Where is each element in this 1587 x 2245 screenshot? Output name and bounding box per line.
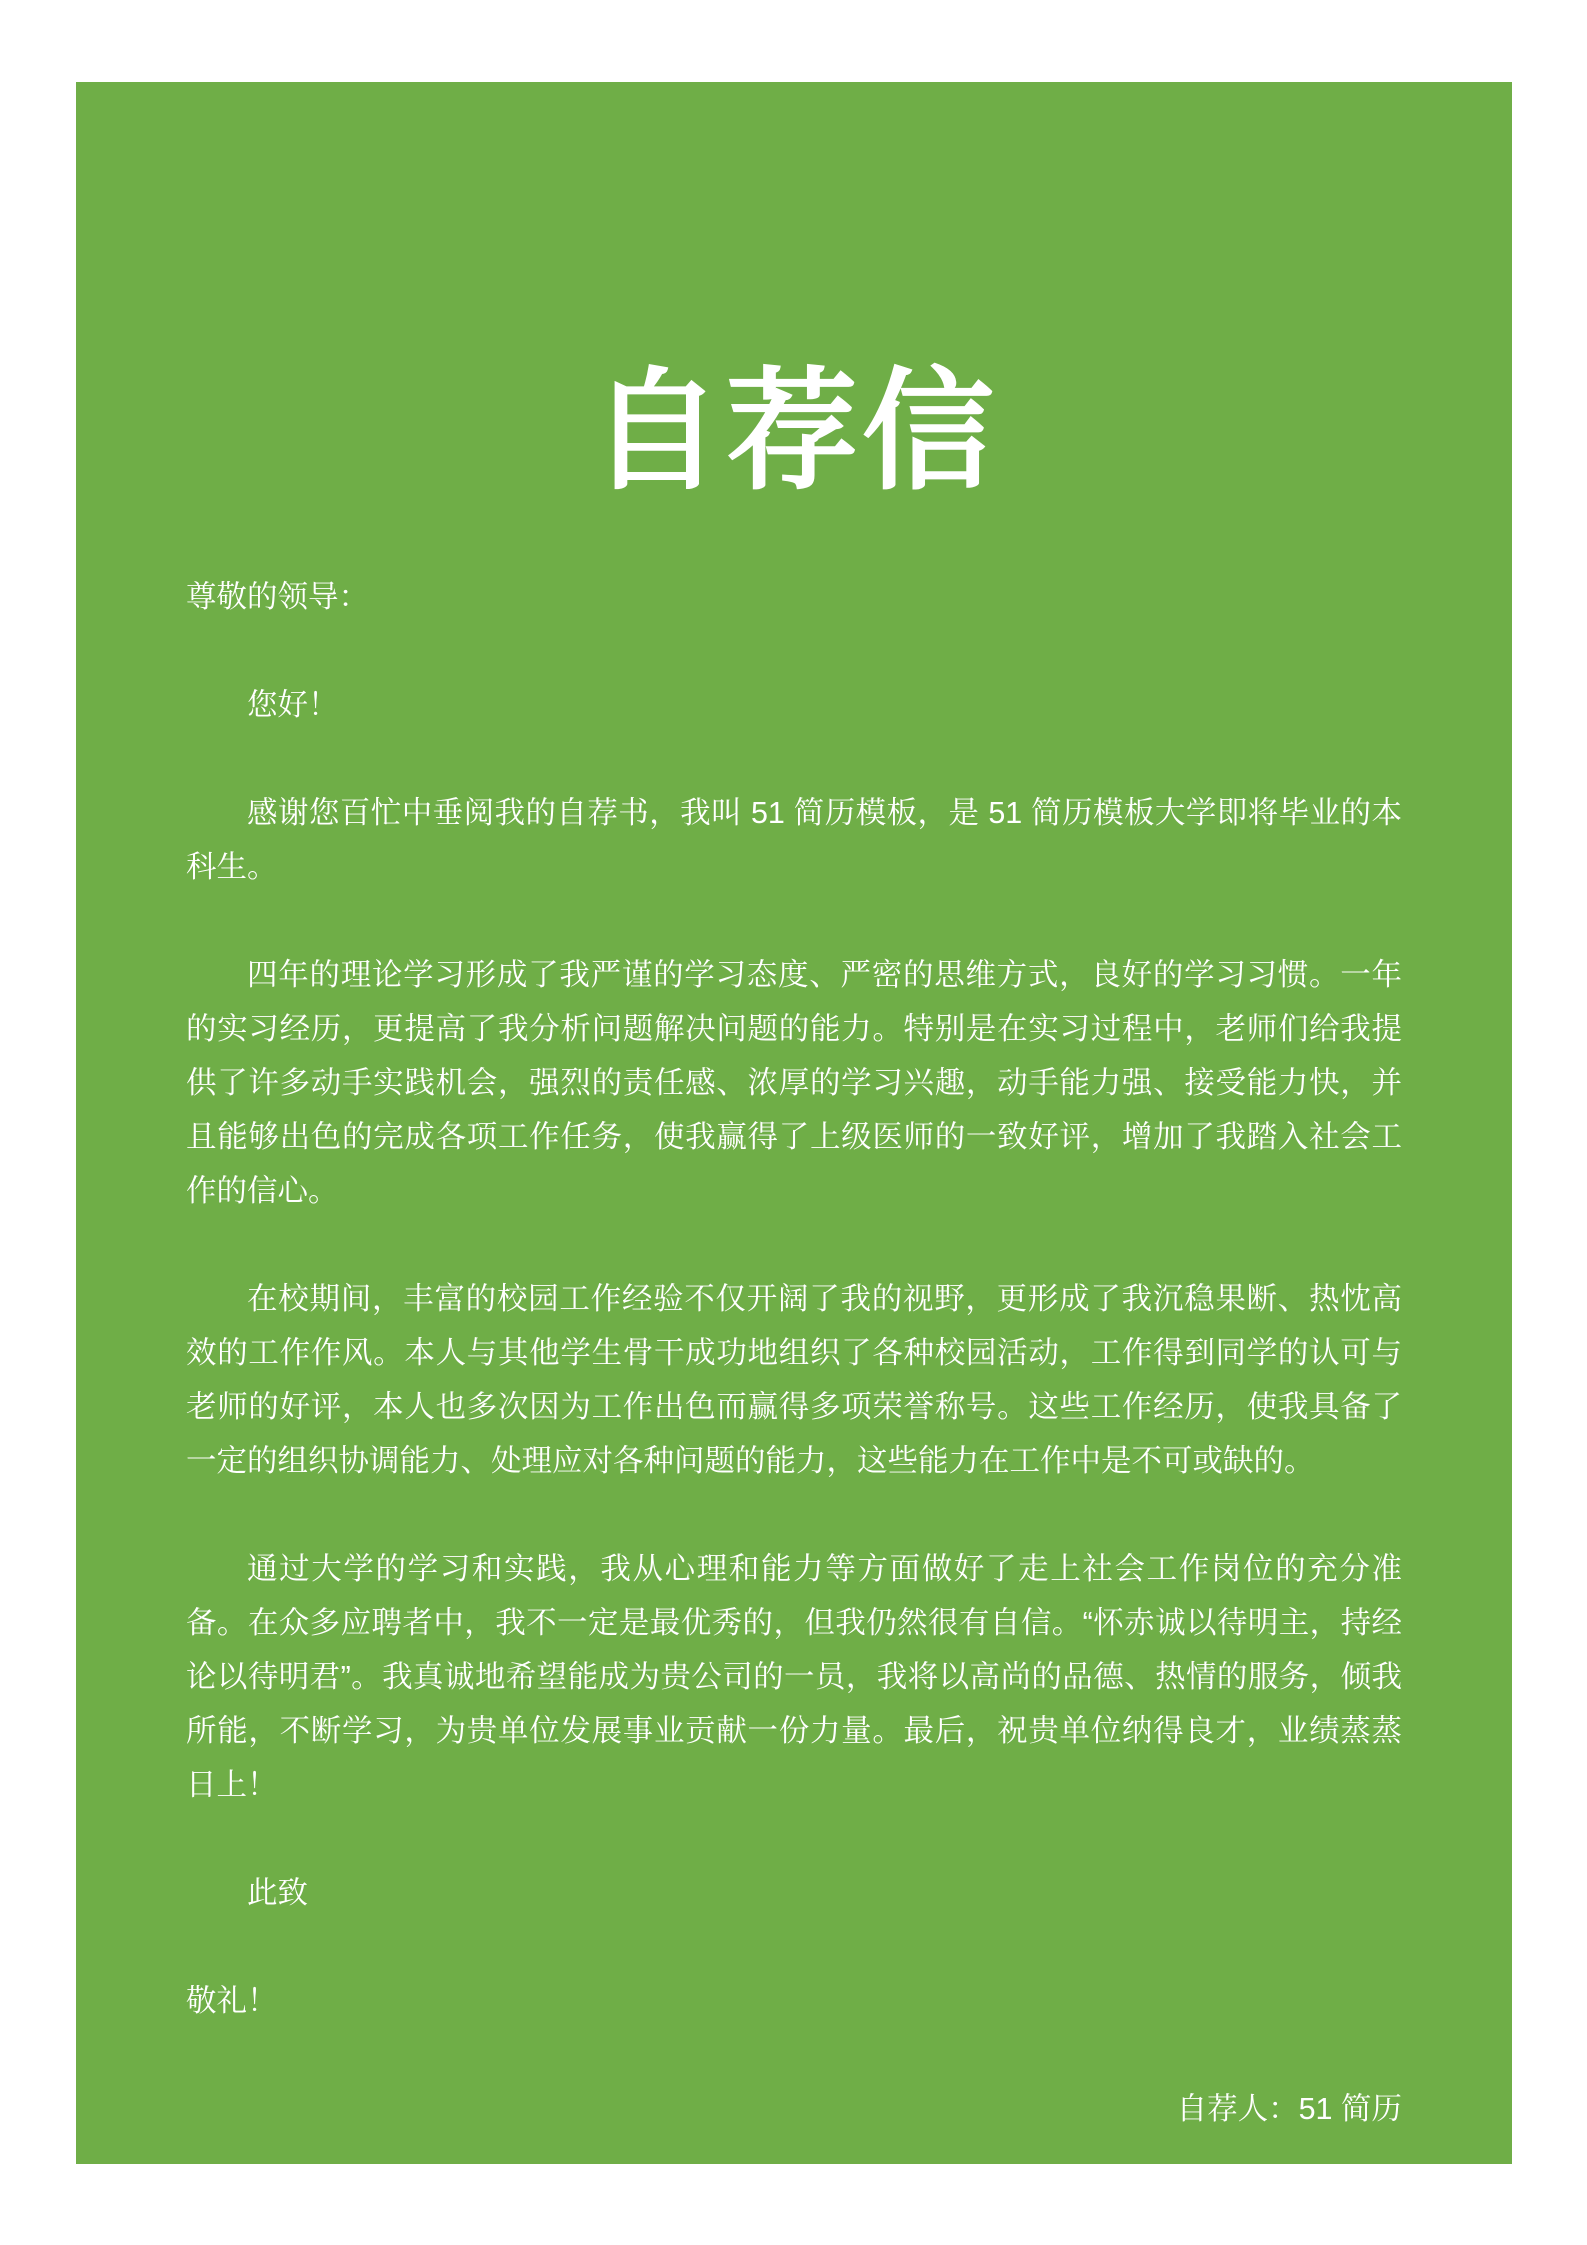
paragraph-4: 通过大学的学习和实践，我从心理和能力等方面做好了走上社会工作岗位的充分准备。在众多应聘者中，我不一定是最优秀的，但我仍然很有自信。“怀赤诚以待明主，持经论以待明君”。我真诚地希望能成为贵公司的一员，我将以高尚的品德、热情的服务，倾我所能，不断学习，为贵单位发展事业贡献一份力量。最后，祝贵单位纳得良才，业绩蒸蒸日上！ [186,1552,1402,1802]
spacer [186,2028,1402,2082]
closing-indented: 此致 [247,1876,308,1910]
spacer [186,1218,1402,1272]
letter-body [186,570,1402,2136]
spacer [186,894,1402,948]
green-background-panel [76,82,1512,2164]
spacer [186,732,1402,786]
paragraph-2: 四年的理论学习形成了我严谨的学习态度、严密的思维方式，良好的学习习惯。一年的实习经历，更提高了我分析问题解决问题的能力。特别是在实习过程中，老师们给我提供了许多动手实践机会，强烈的责任感、浓厚的学习兴趣，动手能力强、接受能力快，并且能够出色的完成各项工作任务，使我赢得了上级医师的一致好评，增加了我踏入社会工作的信心。 [186,958,1402,1208]
page-title: 自荐信 [590,355,998,510]
spacer [186,624,1402,678]
closing-salute: 敬礼！ [186,1984,278,2018]
spacer [186,1920,1402,1974]
spacer [186,1488,1402,1542]
paragraph-1: 感谢您百忙中垂阅我的自荐书，我叫 51 简历模板，是 51 简历模板大学即将毕业的本科生。 [186,796,1402,884]
spacer [186,1812,1402,1866]
salutation: 尊敬的领导： [186,580,369,614]
paragraph-3: 在校期间，丰富的校园工作经验不仅开阔了我的视野，更形成了我沉稳果断、热忱高效的工作作风。本人与其他学生骨干成功地组织了各种校园活动，工作得到同学的认可与老师的好评，本人也多次因为工作出色而赢得多项荣誉称号。这些工作经历，使我具备了一定的组织协调能力、处理应对各种问题的能力，这些能力在工作中是不可或缺的。 [186,1282,1402,1478]
signature: 自荐人：51 简历 [1176,2092,1402,2126]
greeting: 您好！ [247,688,339,722]
